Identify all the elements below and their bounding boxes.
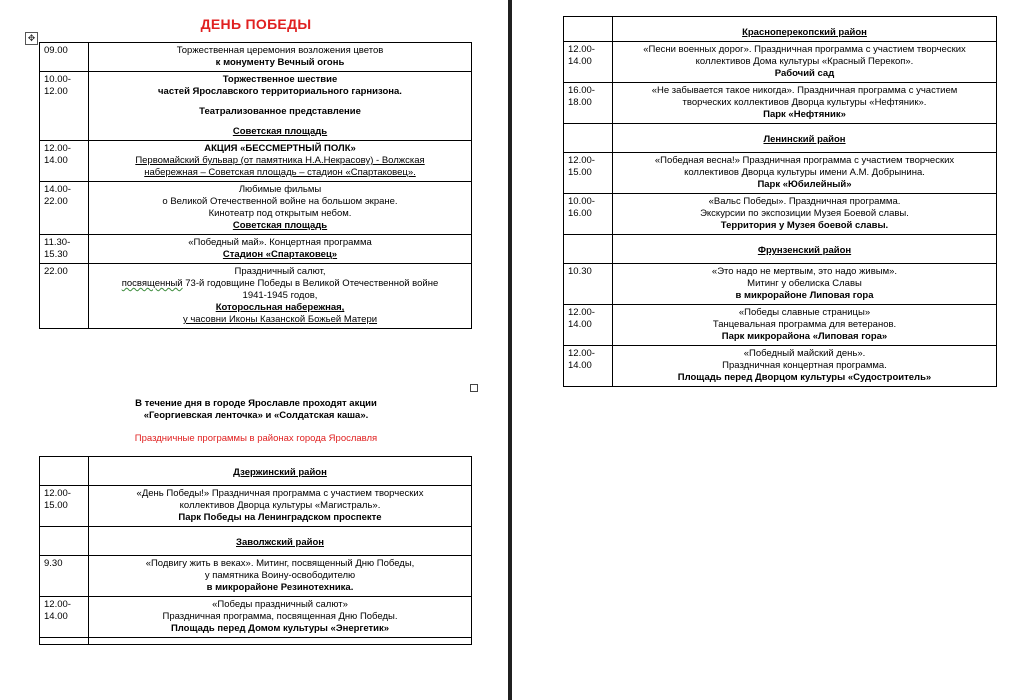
event-description <box>613 42 997 83</box>
event-time <box>564 42 613 83</box>
schedule-row <box>564 42 997 83</box>
event-description-line: Праздничная концертная программа. <box>722 360 887 371</box>
district-header-row <box>564 17 997 42</box>
schedule-row <box>40 597 472 638</box>
event-description-line: Митинг у обелиска Славы <box>747 278 862 289</box>
event-time-line: 22.00 <box>44 266 68 277</box>
event-time-line: 14.00 <box>44 611 68 622</box>
event-description <box>613 194 997 235</box>
schedule-row <box>564 264 997 305</box>
actions-note-line: В течение дня в городе Ярославле проходят акции <box>135 398 377 409</box>
event-description <box>613 83 997 124</box>
district-header-row <box>564 124 997 153</box>
event-time-line: 10.00- <box>568 196 595 207</box>
district-name: Дзержинский район <box>89 457 472 486</box>
event-description-line: коллективов Дворца культуры «Магистраль». <box>179 500 381 511</box>
district-name: Заволжский район <box>89 527 472 556</box>
event-description <box>89 556 472 597</box>
left-districts-table <box>39 456 472 645</box>
event-time <box>40 72 89 141</box>
event-description <box>89 597 472 638</box>
schedule-row <box>40 182 472 235</box>
event-time-line: 18.00 <box>568 97 592 108</box>
event-description <box>89 235 472 264</box>
event-description-line: Танцевальная программа для ветеранов. <box>712 319 897 330</box>
main-schedule-table <box>39 42 472 329</box>
event-description-line: «Победы славные страницы» <box>738 307 871 318</box>
event-time <box>40 182 89 235</box>
schedule-row <box>564 194 997 235</box>
document-title: ДЕНЬ ПОБЕДЫ <box>200 16 312 32</box>
event-time-line: 15.30 <box>44 249 68 260</box>
event-description-line: Рабочий сад <box>774 68 835 79</box>
event-time-line: 14.00 <box>44 155 68 166</box>
event-description <box>613 153 997 194</box>
event-description-line: Праздничный салют, <box>234 266 326 277</box>
event-time <box>40 235 89 264</box>
event-description <box>613 305 997 346</box>
event-description-line: в микрорайоне Липовая гора <box>735 290 874 301</box>
event-time-line: 11.30- <box>44 237 71 248</box>
event-description-line: посвященный 73-й годовщине Победы в Великой Отечественной войне <box>121 278 439 289</box>
event-description-line: Экскурсии по экспозиции Музея Боевой славы. <box>700 208 909 219</box>
event-time-line: 12.00 <box>44 86 68 97</box>
event-time-line: 12.00- <box>568 44 595 55</box>
district-header-row <box>40 527 472 556</box>
event-time-line: 16.00- <box>568 85 595 96</box>
event-time <box>564 194 613 235</box>
event-description-line: коллективов Дворца культуры имени А.М. Добрынина. <box>684 167 925 178</box>
actions-note-line: «Георгиевская ленточка» и «Солдатская каша». <box>143 410 369 421</box>
event-time-line: 12.00- <box>44 488 71 499</box>
event-description-line: Территория у Музея боевой славы. <box>720 220 889 231</box>
event-time-line: 09.00 <box>44 45 68 56</box>
event-description-line: Кинотеатр под открытым небом. <box>208 208 352 219</box>
schedule-row <box>40 72 472 141</box>
event-description-line: «Это надо не мертвым, это надо живым». <box>711 266 898 277</box>
schedule-row <box>40 556 472 597</box>
event-time <box>564 153 613 194</box>
event-description-line: «Победная весна!» Праздничная программа с участием творческих <box>654 155 955 166</box>
district-time-cell <box>564 17 613 42</box>
event-time-line: 15.00 <box>568 167 592 178</box>
event-description-line: «Победный май». Концертная программа <box>188 237 372 248</box>
schedule-row <box>564 153 997 194</box>
event-description-line: Парк микрорайона «Липовая гора» <box>721 331 888 342</box>
event-time-line: 12.00- <box>44 599 71 610</box>
event-time-line: 14.00 <box>568 360 592 371</box>
event-time-line: 12.00- <box>568 348 595 359</box>
event-description <box>89 43 472 72</box>
event-description <box>89 72 472 141</box>
event-time-line: 10.00- <box>44 74 71 85</box>
event-description-line: Торжественная церемония возложения цветов <box>176 45 384 56</box>
district-name: Фрунзенский район <box>613 235 997 264</box>
right-districts-table <box>563 16 997 387</box>
event-description-line: «Песни военных дорог». Праздничная программа с участием творческих <box>643 44 966 55</box>
event-description-line: у часовни Иконы Казанской Божьей Матери <box>182 314 378 325</box>
event-description-line: «Подвигу жить в веках». Митинг, посвященный Дню Победы, <box>145 558 415 569</box>
event-description-line: к монументу Вечный огонь <box>215 57 345 68</box>
event-description-line: Театрализованное представление <box>199 106 361 117</box>
empty-cell <box>40 638 89 645</box>
event-description-line: Которосльная набережная, <box>215 302 345 313</box>
event-time <box>40 597 89 638</box>
event-time <box>564 305 613 346</box>
event-description-line: Праздничная программа, посвященная Дню Победы. <box>162 611 398 622</box>
event-description-line: «Не забывается такое никогда». Праздничная программа с участием <box>651 85 958 96</box>
event-description-line: 1941-1945 годов, <box>242 290 318 301</box>
event-description-line: Парк Победы на Ленинградском проспекте <box>178 512 382 523</box>
event-description <box>613 264 997 305</box>
event-description-line: «Победный майский день». <box>743 348 866 359</box>
event-description-line: Стадион «Спартаковец» <box>222 249 338 260</box>
event-description-line: Площадь перед Домом культуры «Энергетик» <box>170 623 390 634</box>
district-time-cell <box>40 457 89 486</box>
schedule-row <box>564 83 997 124</box>
event-description-line <box>93 118 467 126</box>
event-time <box>40 556 89 597</box>
schedule-row <box>40 235 472 264</box>
event-time-line: 10.30 <box>568 266 592 277</box>
document-page-left <box>0 0 506 700</box>
event-description-line: Советская площадь <box>232 220 328 231</box>
schedule-row <box>564 346 997 387</box>
districts-heading: Праздничные программы в районах города Ярославля <box>134 433 378 444</box>
actions-note <box>40 398 472 422</box>
table-move-handle-icon[interactable]: ✥ <box>25 32 38 45</box>
event-description-line: Любимые фильмы <box>238 184 322 195</box>
event-time-line: 12.00- <box>568 307 595 318</box>
event-time <box>40 43 89 72</box>
event-description-line: Первомайский бульвар (от памятника Н.А.Некрасову) - Волжская <box>135 155 425 166</box>
event-time-line: 12.00- <box>44 143 71 154</box>
event-description-line: Советская площадь <box>232 126 328 137</box>
event-time <box>564 346 613 387</box>
event-description-line: частей Ярославского территориального гарнизона. <box>158 86 402 97</box>
empty-row <box>40 638 472 645</box>
district-time-cell <box>40 527 89 556</box>
district-name: Ленинский район <box>613 124 997 153</box>
event-time-line: 15.00 <box>44 500 68 511</box>
district-header-row <box>40 457 472 486</box>
event-description <box>89 486 472 527</box>
event-description-line: «Вальс Победы». Праздничная программа. <box>708 196 901 207</box>
event-time <box>40 264 89 329</box>
schedule-row <box>40 486 472 527</box>
schedule-row <box>40 141 472 182</box>
schedule-row <box>40 43 472 72</box>
event-time-line: 16.00 <box>568 208 592 219</box>
page-divider <box>508 0 512 700</box>
event-description <box>89 141 472 182</box>
event-time <box>40 141 89 182</box>
event-time-line: 12.00- <box>568 155 595 166</box>
district-time-cell <box>564 124 613 153</box>
event-description-line: АКЦИЯ «БЕССМЕРТНЫЙ ПОЛК» <box>204 143 356 154</box>
event-description-line: Парк «Юбилейный» <box>757 179 852 190</box>
event-description-line: Площадь перед Дворцом культуры «Судостроитель» <box>677 372 932 383</box>
spellcheck-mark: посвященный <box>121 278 183 289</box>
event-time <box>564 83 613 124</box>
event-time-line: 9.30 <box>44 558 63 569</box>
district-time-cell <box>564 235 613 264</box>
schedule-row <box>40 264 472 329</box>
event-time-line: 14.00 <box>568 56 592 67</box>
event-description-line: о Великой Отечественной войне на большом экране. <box>162 196 398 207</box>
event-description <box>613 346 997 387</box>
event-description <box>89 264 472 329</box>
district-name: Красноперекопский район <box>613 17 997 42</box>
event-description-line: «Победы праздничный салют» <box>212 599 348 610</box>
empty-cell <box>89 638 472 645</box>
event-description <box>89 182 472 235</box>
event-time-line: 14.00- <box>44 184 71 195</box>
event-description-line: в микрорайоне Резинотехника. <box>206 582 354 593</box>
document-page-right <box>518 0 1020 700</box>
event-time <box>564 264 613 305</box>
event-time <box>40 486 89 527</box>
event-description-line: творческих коллективов Дворца культуры «Нефтяник». <box>682 97 927 108</box>
event-description-line: Парк «Нефтяник» <box>763 109 846 120</box>
table-resize-handle[interactable] <box>470 384 478 392</box>
event-time-line: 22.00 <box>44 196 68 207</box>
event-description-line: коллективов Дома культуры «Красный Перекоп». <box>695 56 914 67</box>
event-description-line: у памятника Воину-освободителю <box>204 570 356 581</box>
schedule-row <box>564 305 997 346</box>
event-time-line: 14.00 <box>568 319 592 330</box>
district-header-row <box>564 235 997 264</box>
event-description-line: набережная – Советская площадь – стадион «Спартаковец». <box>144 167 416 178</box>
event-description-line: Торжественное шествие <box>222 74 338 85</box>
event-description-line <box>93 98 467 106</box>
event-description-line: «День Победы!» Праздничная программа с участием творческих <box>136 488 424 499</box>
